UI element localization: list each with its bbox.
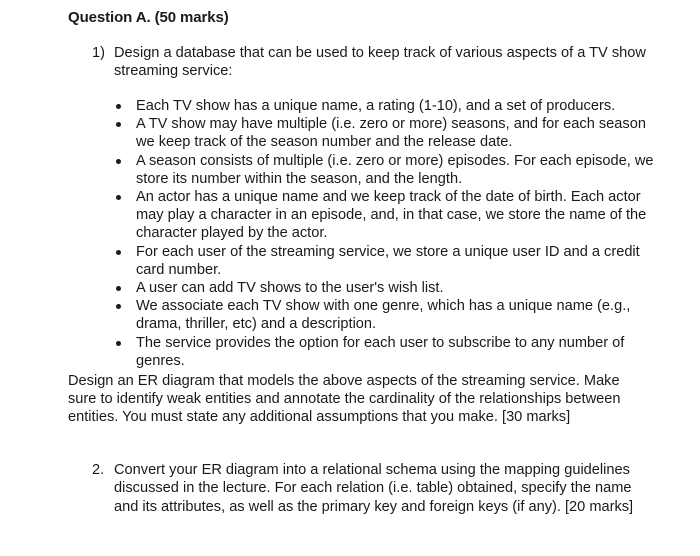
question-heading: Question A. (50 marks): [68, 9, 229, 26]
list-item: [114, 279, 654, 297]
list-item-text: For each user of the streaming service, we store a unique user ID and a credit card number.: [136, 243, 640, 278]
question-2-number: 2.: [92, 462, 105, 478]
list-item-text: A TV show may have multiple (i.e. zero or more) seasons, and for each season we keep track of the season number and the release date.: [136, 116, 646, 151]
list-item: [114, 334, 654, 370]
question-2: [92, 461, 652, 516]
list-item: [114, 188, 654, 243]
bullet-icon: [116, 104, 121, 109]
design-instructions: Design an ER diagram that models the above aspects of the streaming service. Make sure to identify weak entities and annotate the cardinality of the relationships between entities. You must state any additional assumptions that you make. [30 marks]: [68, 373, 621, 426]
list-item-text: A season consists of multiple (i.e. zero or more) episodes. For each episode, we store its number within the season, and the length.: [136, 152, 654, 187]
list-item: [114, 152, 654, 188]
list-item: [114, 97, 654, 115]
list-item: [114, 115, 654, 151]
bullet-icon: [116, 286, 121, 291]
list-item-text: We associate each TV show with one genre, which has a unique name (e.g., drama, thriller, etc) and a description.: [136, 298, 631, 333]
question-1: [92, 44, 652, 81]
bullet-icon: [116, 304, 121, 309]
list-item-text: A user can add TV shows to the user's wish list.: [136, 280, 444, 297]
list-item-text: An actor has a unique name and we keep track of the date of birth. Each actor may play a character in an episode, and, in that case, we store the name of the character played by the actor.: [136, 189, 647, 242]
bullet-icon: [116, 159, 121, 164]
list-item-text: The service provides the option for each user to subscribe to any number of genres.: [136, 334, 625, 369]
list-item: [114, 243, 654, 279]
list-item-text: Each TV show has a unique name, a rating (1-10), and a set of producers.: [136, 98, 616, 114]
question-2-text: Convert your ER diagram into a relational schema using the mapping guidelines discussed in the lecture. For each relation (i.e. table) obtained, specify the name and its attributes, as well as the primary key and foreign keys (if any). [20 marks]: [114, 462, 634, 515]
bullet-icon: [116, 341, 121, 346]
bullet-icon: [116, 250, 121, 255]
question-1-number: 1): [92, 45, 105, 61]
list-item: [114, 297, 654, 333]
requirements-list: [114, 97, 654, 370]
question-1-text: Design a database that can be used to keep track of various aspects of a TV show streaming service:: [114, 45, 646, 80]
bullet-icon: [116, 122, 121, 127]
bullet-icon: [116, 195, 121, 200]
